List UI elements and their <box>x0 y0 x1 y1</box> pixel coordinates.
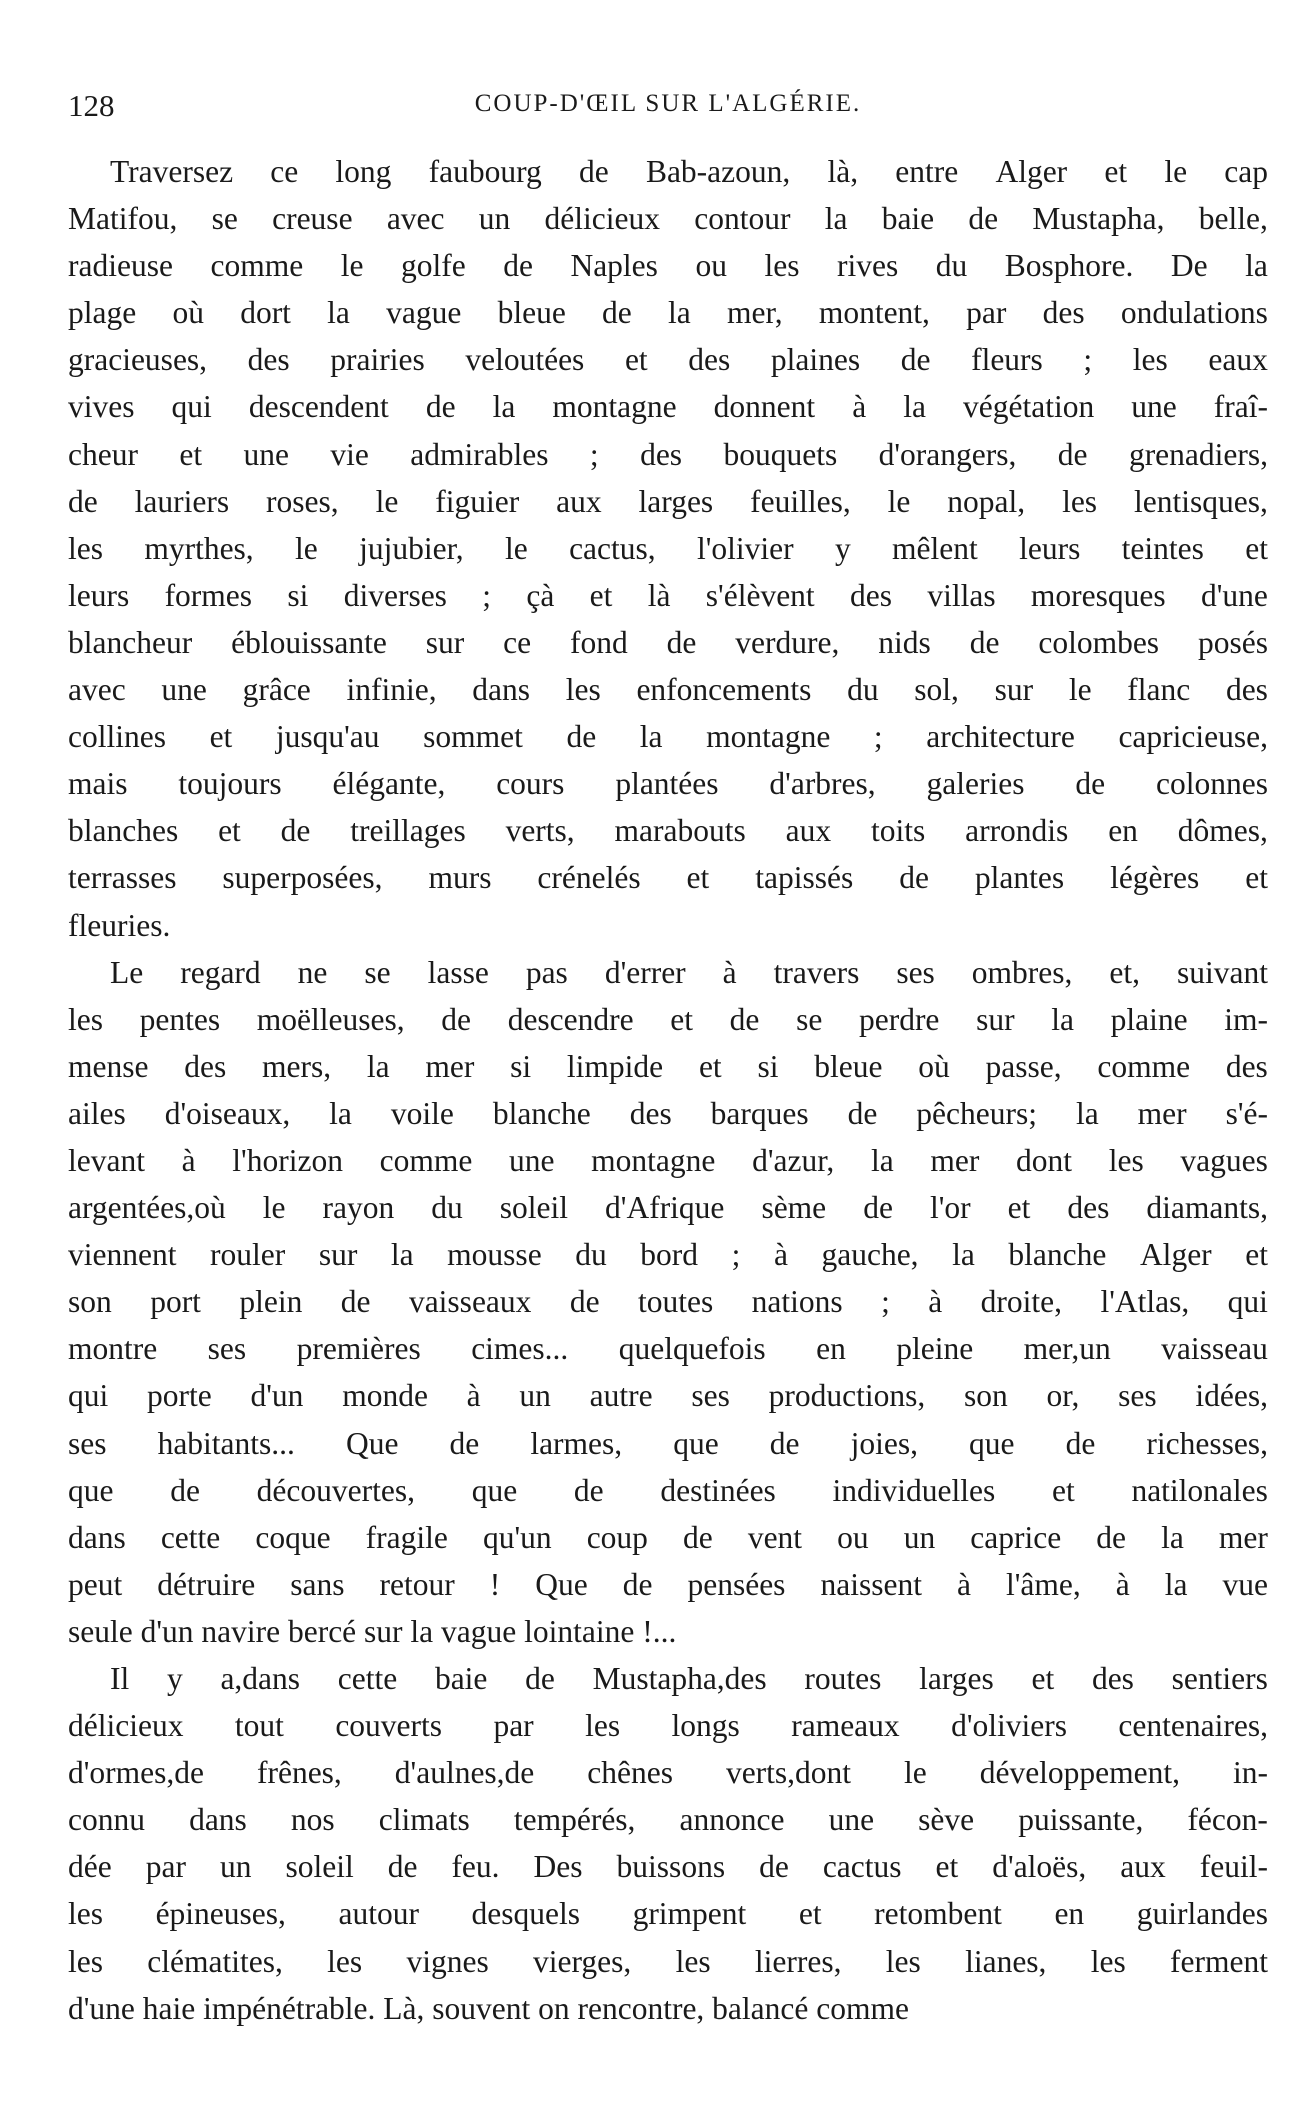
text-line: viennent rouler sur la mousse du bord ; à gauche, la blanche Alger et <box>68 1237 1268 1273</box>
text-line: Il y a,dans cette baie de Mustapha,des routes larges et des sentiers <box>110 1661 1268 1696</box>
text-line: les pentes moëlleuses, de descendre et de se perdre sur la plaine im- <box>68 1001 1268 1037</box>
text-line: mense des mers, la mer si limpide et si bleue où passe, comme des <box>68 1048 1268 1084</box>
text-line: d'ormes,de frênes, d'aulnes,de chênes verts,dont le développement, in- <box>68 1755 1268 1791</box>
text-line: plage où dort la vague bleue de la mer, montent, par des ondulations <box>68 295 1268 331</box>
text-line: que de découvertes, que de destinées individuelles et natilonales <box>68 1472 1268 1508</box>
text-line: connu dans nos climats tempérés, annonce une sève puissante, fécon- <box>68 1802 1268 1838</box>
text-line: de lauriers roses, le figuier aux larges feuilles, le nopal, les lentisques, <box>68 483 1268 519</box>
text-line: qui porte d'un monde à un autre ses productions, son or, ses idées, <box>68 1378 1268 1414</box>
text-line: fleuries. <box>68 907 171 943</box>
page-body <box>68 148 1268 2032</box>
text-line: blanches et de treillages verts, marabouts aux toits arrondis en dômes, <box>68 813 1268 849</box>
running-title: COUP-D'ŒIL SUR L'ALGÉRIE. <box>474 90 862 117</box>
text-line: Matifou, se creuse avec un délicieux contour la baie de Mustapha, belle, <box>68 201 1268 237</box>
text-line: peut détruire sans retour ! Que de pensées naissent à l'âme, à la vue <box>68 1566 1268 1602</box>
text-line: montre ses premières cimes... quelquefois en pleine mer,un vaisseau <box>68 1331 1268 1367</box>
text-line: les myrthes, le jujubier, le cactus, l'olivier y mêlent leurs teintes et <box>68 530 1268 566</box>
text-line: délicieux tout couverts par les longs rameaux d'oliviers centenaires, <box>68 1708 1268 1744</box>
page-number: 128 <box>68 88 115 123</box>
text-line: blancheur éblouissante sur ce fond de verdure, nids de colombes posés <box>68 624 1268 660</box>
page-header <box>68 88 1268 128</box>
text-line: cheur et une vie admirables ; des bouquets d'orangers, de grenadiers, <box>68 436 1268 472</box>
text-line: argentées,où le rayon du soleil d'Afrique sème de l'or et des diamants, <box>68 1190 1268 1226</box>
text-line: son port plein de vaisseaux de toutes nations ; à droite, l'Atlas, qui <box>68 1284 1268 1320</box>
text-line: mais toujours élégante, cours plantées d'arbres, galeries de colonnes <box>68 766 1268 802</box>
text-line: les épineuses, autour desquels grimpent et retombent en guirlandes <box>68 1896 1268 1932</box>
text-line: d'une haie impénétrable. Là, souvent on rencontre, balancé comme <box>68 1990 909 2026</box>
text-line: gracieuses, des prairies veloutées et des plaines de fleurs ; les eaux <box>68 342 1268 378</box>
text-line: vives qui descendent de la montagne donnent à la végétation une fraî- <box>68 389 1268 425</box>
text-line: avec une grâce infinie, dans les enfoncements du sol, sur le flanc des <box>68 672 1268 708</box>
text-line: ses habitants... Que de larmes, que de joies, que de richesses, <box>68 1425 1268 1461</box>
text-line: collines et jusqu'au sommet de la montagne ; architecture capricieuse, <box>68 719 1268 755</box>
text-line: leurs formes si diverses ; çà et là s'élèvent des villas moresques d'une <box>68 577 1268 613</box>
text-line: levant à l'horizon comme une montagne d'azur, la mer dont les vagues <box>68 1142 1268 1178</box>
text-line: terrasses superposées, murs crénelés et tapissés de plantes légères et <box>68 860 1268 896</box>
text-line: seule d'un navire bercé sur la vague lointaine !... <box>68 1613 677 1649</box>
text-line: dans cette coque fragile qu'un coup de vent ou un caprice de la mer <box>68 1519 1268 1555</box>
text-line: les clématites, les vignes vierges, les lierres, les lianes, les ferment <box>68 1943 1268 1979</box>
text-line: ailes d'oiseaux, la voile blanche des barques de pêcheurs; la mer s'é- <box>68 1095 1268 1131</box>
text-line: radieuse comme le golfe de Naples ou les rives du Bosphore. De la <box>68 248 1268 284</box>
text-line: dée par un soleil de feu. Des buissons de cactus et d'aloës, aux feuil- <box>68 1849 1268 1885</box>
text-line: Traversez ce long faubourg de Bab-azoun, là, entre Alger et le cap <box>110 154 1268 189</box>
text-line: Le regard ne se lasse pas d'errer à travers ses ombres, et, suivant <box>110 954 1268 990</box>
